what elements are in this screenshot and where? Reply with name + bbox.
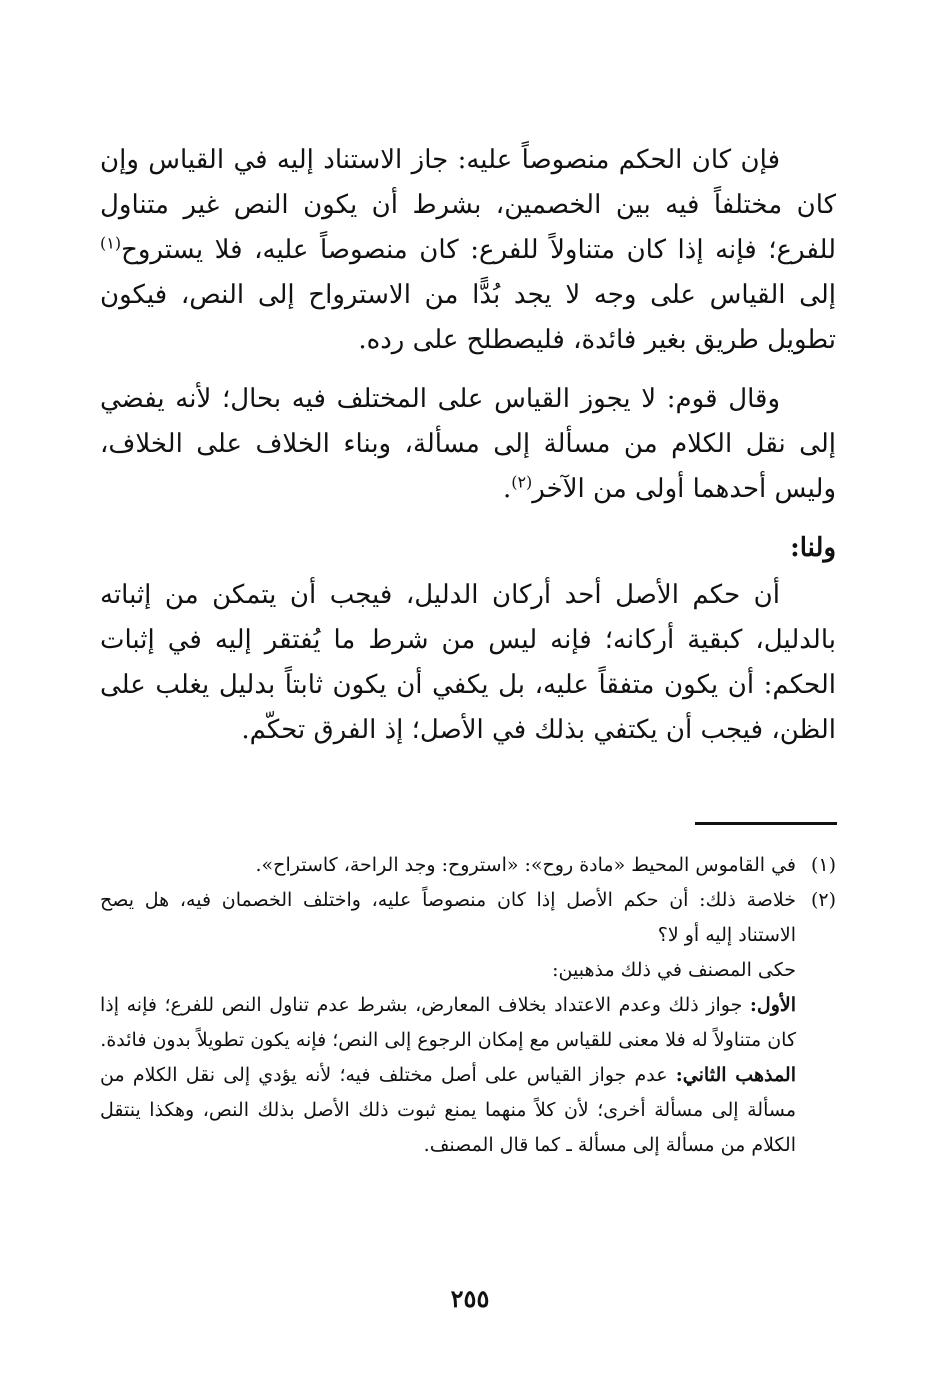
footnote-2-first-view-text: جواز ذلك وعدم الاعتداد بخلاف المعارض، بشرط عدم تناول النص للفرع؛ فإنه إذا كان متناولاً له فلا معنى للقياس مع إمكان الرجوع إلى النص؛ فإنه يكون تطويلاً بدون فائدة. [100, 994, 796, 1051]
main-text [100, 138, 836, 767]
footnote-ref-2: (٢) [511, 472, 533, 492]
footnote-2-summary: خلاصة ذلك: أن حكم الأصل إذا كان منصوصاً عليه، واختلف الخصمان فيه، هل يصح الاستناد إليه أو لا؟ [100, 889, 796, 946]
footnote-divider [695, 822, 837, 825]
footnote-2 [100, 883, 836, 953]
paragraph-2-text-after: . [502, 474, 512, 504]
paragraph-1-text-before: فإن كان الحكم منصوصاً عليه: جاز الاستناد إليه في القياس وإن كان مختلفاً فيه بين الخصمين، بشرط أن يكون النص غير متناول للفرع؛ فإنه إذا كان متناولاً للفرع: كان منصوصاً عليه، فلا يستروح [100, 145, 836, 265]
footnote-1 [100, 848, 836, 883]
footnote-2-number: (٢) [810, 889, 836, 911]
paragraph-1-text-after: إلى القياس على وجه لا يجد بُدًّا من الاسترواح إلى النص، فيكون تطويل طريق بغير فائدة، فليصطلح على رده. [100, 280, 836, 355]
footnote-2-first-view-lead: الأول: [749, 994, 796, 1016]
paragraph-3: أن حكم الأصل أحد أركان الدليل، فيجب أن يتمكن من إثباته بالدليل، كبقية أركانه؛ فإنه ليس من شرط ما يُفتقر إليه في إثبات الحكم: أن يكون متفقاً عليه، بل يكفي أن يكون ثابتاً بدليل يغلب على الظن، فيجب أن يكتفي بذلك في الأصل؛ إذ الفرق تحكّم. [100, 580, 836, 745]
paragraph-2 [100, 377, 836, 512]
footnote-2-second-view-text: عدم جواز القياس على أصل مختلف فيه؛ لأنه يؤدي إلى نقل الكلام من مسألة إلى مسألة أخرى؛ لأن كلاً منهما يمنع ثبوت ذلك الأصل بذلك النص، وهكذا ينتقل الكلام من مسألة إلى مسألة ـ كما قال المصنف. [100, 1064, 796, 1156]
footnote-2-first-view [100, 988, 836, 1058]
footnotes [100, 848, 836, 1163]
section-heading: ولنا: [790, 533, 836, 563]
footnote-1-number: (١) [810, 854, 836, 876]
paragraph-1 [100, 138, 836, 363]
footnote-ref-1: (١) [100, 233, 122, 253]
footnote-2-intro: حكى المصنف في ذلك مذهبين: [552, 959, 796, 981]
footnote-2-second-view-lead: المذهب الثاني: [675, 1064, 797, 1086]
footnote-2-second-view [100, 1058, 836, 1163]
footnote-1-text: في القاموس المحيط «مادة روح»: «استروح: وجد الراحة، كاستراح». [255, 854, 796, 876]
page-number: ٢٥٥ [450, 1284, 490, 1313]
paragraph-2-text-before: وقال قوم: لا يجوز القياس على المختلف فيه بحال؛ لأنه يفضي إلى نقل الكلام من مسألة إلى مسألة، وبناء الخلاف على الخلاف، وليس أحدهما أولى من الآخر [100, 384, 836, 504]
